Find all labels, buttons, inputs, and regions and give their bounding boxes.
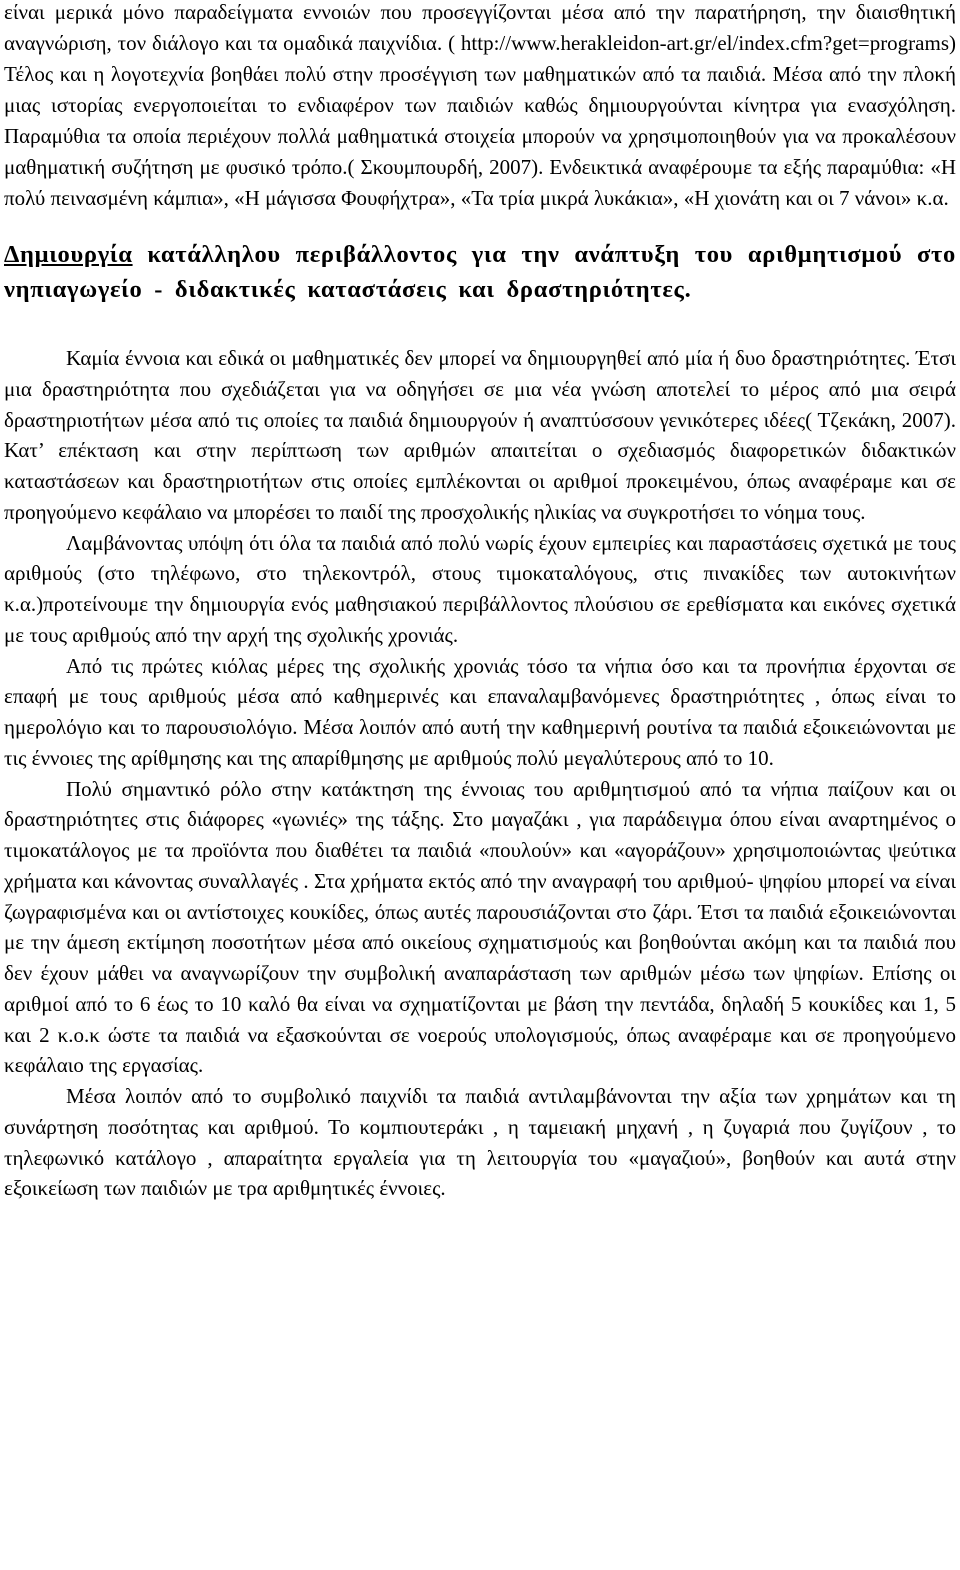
- section-body: [4, 343, 956, 1204]
- body-paragraph-4: Πολύ σημαντικό ρόλο στην κατάκτηση της έννοιας του αριθμητισμού από τα νήπια παίζουν και οι δραστηριότητες στις διάφορες «γωνιές» της τάξης. Στο μαγαζάκι , για παράδειγμα όπου είναι αναρτημένος ο τιμοκατάλογος με τα προϊόντα που διαθέτει τα παιδιά «πουλούν» και «αγοράζουν» χρησιμοποιώντας ψεύτικα χρήματα και κάνοντας συναλλαγές . Στα χρήματα εκτός από την αναγραφή του αριθμού- ψηφίου μπορεί να είναι ζωγραφισμένα και οι αντίστοιχες κουκίδες, όπως αυτές παρουσιάζονται στο ζάρι. Έτσι τα παιδιά εξοικειώνονται με την άμεση εκτίμηση ποσοτήτων μέσα από οικείους σχηματισμούς και βοηθούνται ακόμη και τα παιδιά που δεν έχουν μάθει να αναγνωρίζουν την συμβολική αναπαράσταση των αριθμών μέσω των ψηφίων. Επίσης οι αριθμοί από το 6 έως το 10 καλό θα είναι να σχηματίζονται με βάση την πεντάδα, δηλαδή 5 κουκίδες και 1, 5 και 2 κ.ο.κ ώστε τα παιδιά να εξασκούνται σε νοερούς υπολογισμούς, όπως αναφέραμε και σε προηγούμενο κεφάλαιο της εργασίας.: [4, 776, 956, 1078]
- body-paragraph-1: Καμία έννοια και εδικά οι μαθηματικές δεν μπορεί να δημιουργηθεί από μία ή δυο δραστηριότητες. Έτσι μια δραστηριότητα που σχεδιάζεται για να οδηγήσει σε μια νέα γνώση αποτελεί το μέρος από μια σειρά δραστηριοτήτων μέσα από τις οποίες τα παιδιά δημιουργούν ή αναπτύσσουν γενικότερες ιδέες( Τζεκάκη, 2007). Κατ’ επέκταση και στην περίπτωση των αριθμών απαιτείται ο σχεδιασμός διαφορετικών διδακτικών καταστάσεων και δραστηριοτήτων στις οποίες εμπλέκονται οι αριθμοί προκειμένου, όπως αναφέραμε και σε προηγούμενο κεφάλαιο να μπορέσει το παιδί της προσχολικής ηλικίας να συγκροτήσει το νόημα τους.: [4, 346, 956, 524]
- intro-paragraph: είναι μερικά μόνο παραδείγματα εννοιών που προσεγγίζονται μέσα από την παρατήρηση, την διαισθητική αναγνώριση, τον διάλογο και τα ομαδικά παιχνίδια. ( http://www.herakleidon-art.gr/el/index.cfm?get=programs) Τέλος και η λογοτεχνία βοηθάει πολύ στην προσέγγιση των μαθηματικών από τα παιδιά. Μέσα από την πλοκή μιας ιστορίας ενεργοποιείται το ενδιαφέρον των παιδιών καθώς δημιουργούνται κίνητρα για ενασχόληση. Παραμύθια τα οποία περιέχουν πολλά μαθηματικά στοιχεία μπορούν να χρησιμοποιηθούν για να προκαλέσουν μαθηματική συζήτηση με φυσικό τρόπο.( Σκουμπουρδή, 2007). Ενδεικτικά αναφέρουμε τα εξής παραμύθια: «Η πολύ πεινασμένη κάμπια», «Η μάγισσα Φουφήχτρα», «Τα τρία μικρά λυκάκια», «Η χιονάτη και οι 7 νάνοι» κ.α.: [4, 0, 956, 210]
- body-paragraph-5: Μέσα λοιπόν από το συμβολικό παιχνίδι τα παιδιά αντιλαμβάνονται την αξία των χρημάτων και τη συνάρτηση ποσότητας και αριθμού. Το κομπιουτεράκι , η ταμειακή μηχανή , η ζυγαριά που ζυγίζουν , το τηλεφωνικό κατάλογο , απαραίτητα εργαλεία για τη λειτουργία του «μαγαζιού», βοηθούν και αυτά στην εξοικείωση των παιδιών με τρα αριθμητικές έννοιες.: [4, 1084, 956, 1201]
- section-heading: [4, 237, 956, 307]
- body-paragraph-3: Από τις πρώτες κιόλας μέρες της σχολικής χρονιάς τόσο τα νήπια όσο και τα προνήπια έρχονται σε επαφή με τους αριθμούς μέσα από καθημερινές και επαναλαμβανόμενες δραστηριότητες , όπως είναι το ημερολόγιο και το παρουσιολόγιο. Μέσα λοιπόν από αυτή την καθημερινή ρουτίνα τα παιδιά εξοικειώνονται με τις έννοιες της αρίθμησης και της απαρίθμησης με αριθμούς πολύ μεγαλύτερους από το 10.: [4, 653, 956, 770]
- body-paragraph-2: Λαμβάνοντας υπόψη ότι όλα τα παιδιά από πολύ νωρίς έχουν εμπειρίες και παραστάσεις σχετικά με τους αριθμούς (στο τηλέφωνο, στο τηλεκοντρόλ, στους τιμοκαταλόγους, στις πινακίδες των αυτοκινήτων κ.α.)προτείνουμε την δημιουργία ενός μαθησιακού περιβάλλοντος πλούσιου σε ερεθίσματα και εικόνες σχετικά με τους αριθμούς από την αρχή της σχολικής χρονιάς.: [4, 530, 956, 647]
- section-heading-first-word: Δημιουργία: [4, 241, 133, 268]
- document-page: [4, 0, 956, 1570]
- section-heading-rest: κατάλληλου περιβάλλοντος για την ανάπτυξη του αριθμητισμού στο νηπιαγωγείο - διδακτικές καταστάσεις και δραστηριότητες.: [4, 241, 956, 303]
